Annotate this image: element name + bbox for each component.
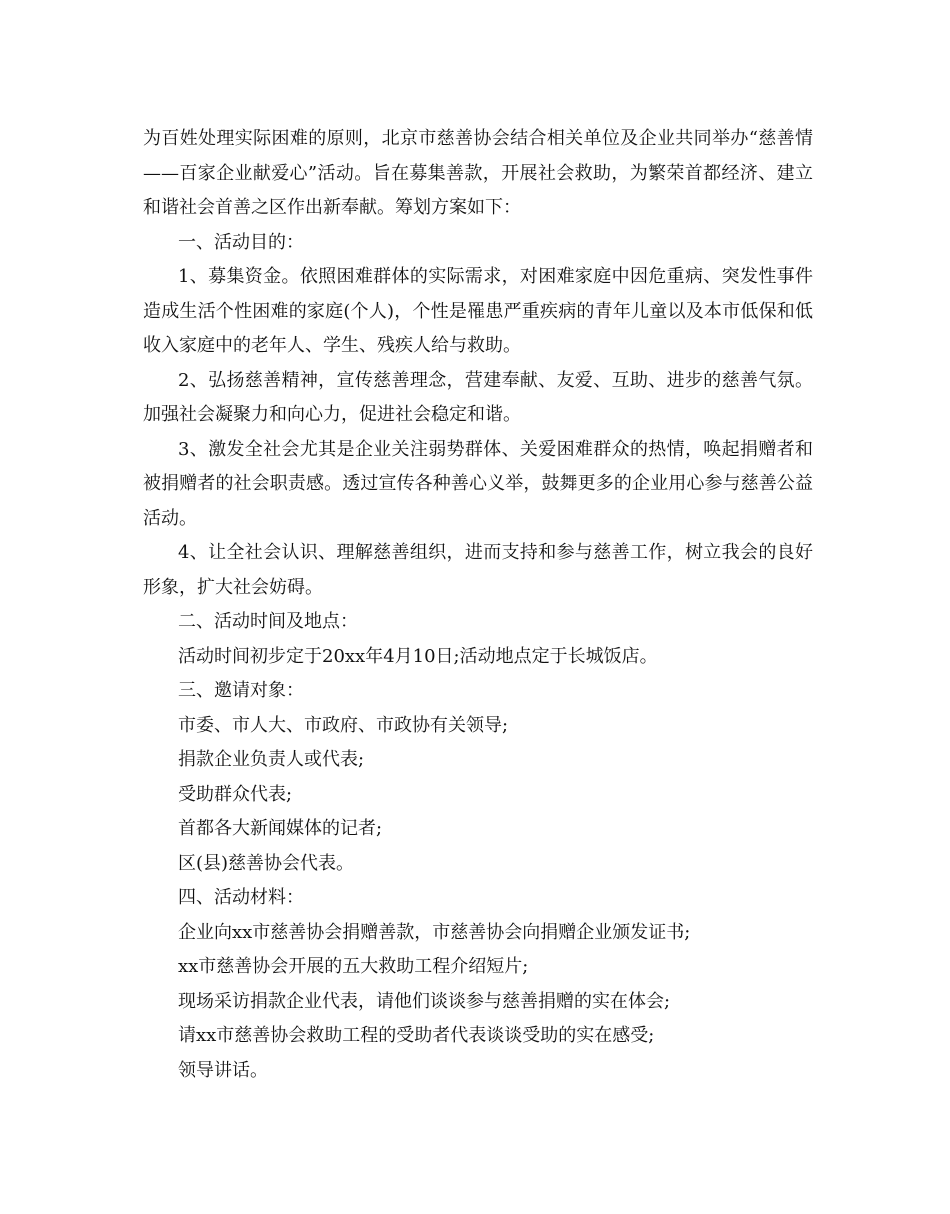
paragraph-purpose-2: 2、弘扬慈善精神，宣传慈善理念，营建奉献、友爱、互助、进步的慈善气氛。加强社会凝聚力和向心力，促进社会稳定和谐。 [143, 369, 813, 425]
document-body [143, 122, 813, 1088]
list-item: xx市慈善协会开展的五大救助工程介绍短片; [178, 956, 529, 977]
list-item: 区(县)慈善协会代表。 [178, 852, 355, 874]
paragraph-purpose-4: 4、让全社会认识、理解慈善组织，进而支持和参与慈善工作，树立我会的良好形象，扩大社会妨碍。 [143, 542, 813, 598]
list-item: 捐款企业负责人或代表; [178, 749, 365, 770]
paragraph-intro: 为百姓处理实际困难的原则，北京市慈善协会结合相关单位及企业共同举办“慈善情——百家企业献爱心”活动。旨在募集善款，开展社会救助，为繁荣首都经济、建立和谐社会首善之区作出新奉献。筹划方案如下： [143, 128, 813, 218]
section-heading-time-place: 二、活动时间及地点： [178, 611, 358, 632]
paragraph-purpose-3: 3、激发全社会尤其是企业关注弱势群体、关爱困难群众的热情，唤起捐赠者和被捐赠者的社会职责感。透过宣传各种善心义举，鼓舞更多的企业用心参与慈善公益活动。 [143, 438, 813, 529]
section-heading-invitees: 三、邀请对象： [178, 680, 304, 701]
section-heading-materials: 四、活动材料： [178, 887, 304, 908]
paragraph-purpose-1: 1、募集资金。依照困难群体的实际需求，对困难家庭中因危重病、突发性事件造成生活个性困难的家庭(个人)，个性是罹患严重疾病的青年儿童以及本市低保和低收入家庭中的老年人、学生、残疾人给与救助。 [143, 266, 813, 356]
list-item: 现场采访捐款企业代表，请他们谈谈参与慈善捐赠的实在体会; [178, 990, 671, 1012]
list-item: 活动时间初步定于20xx年4月10日;活动地点定于长城饭店。 [178, 645, 658, 667]
list-item: 市委、市人大、市政府、市政协有关领导; [178, 714, 509, 736]
list-item: 企业向xx市慈善协会捐赠善款，市慈善协会向捐赠企业颁发证书; [178, 921, 691, 943]
list-item: 受助群众代表; [178, 783, 293, 805]
section-heading-purpose: 一、活动目的： [178, 231, 304, 253]
list-item: 请xx市慈善协会救助工程的受助者代表谈谈受助的实在感受; [178, 1025, 655, 1046]
list-item: 首都各大新闻媒体的记者; [178, 818, 383, 839]
list-item: 领导讲话。 [178, 1059, 268, 1081]
